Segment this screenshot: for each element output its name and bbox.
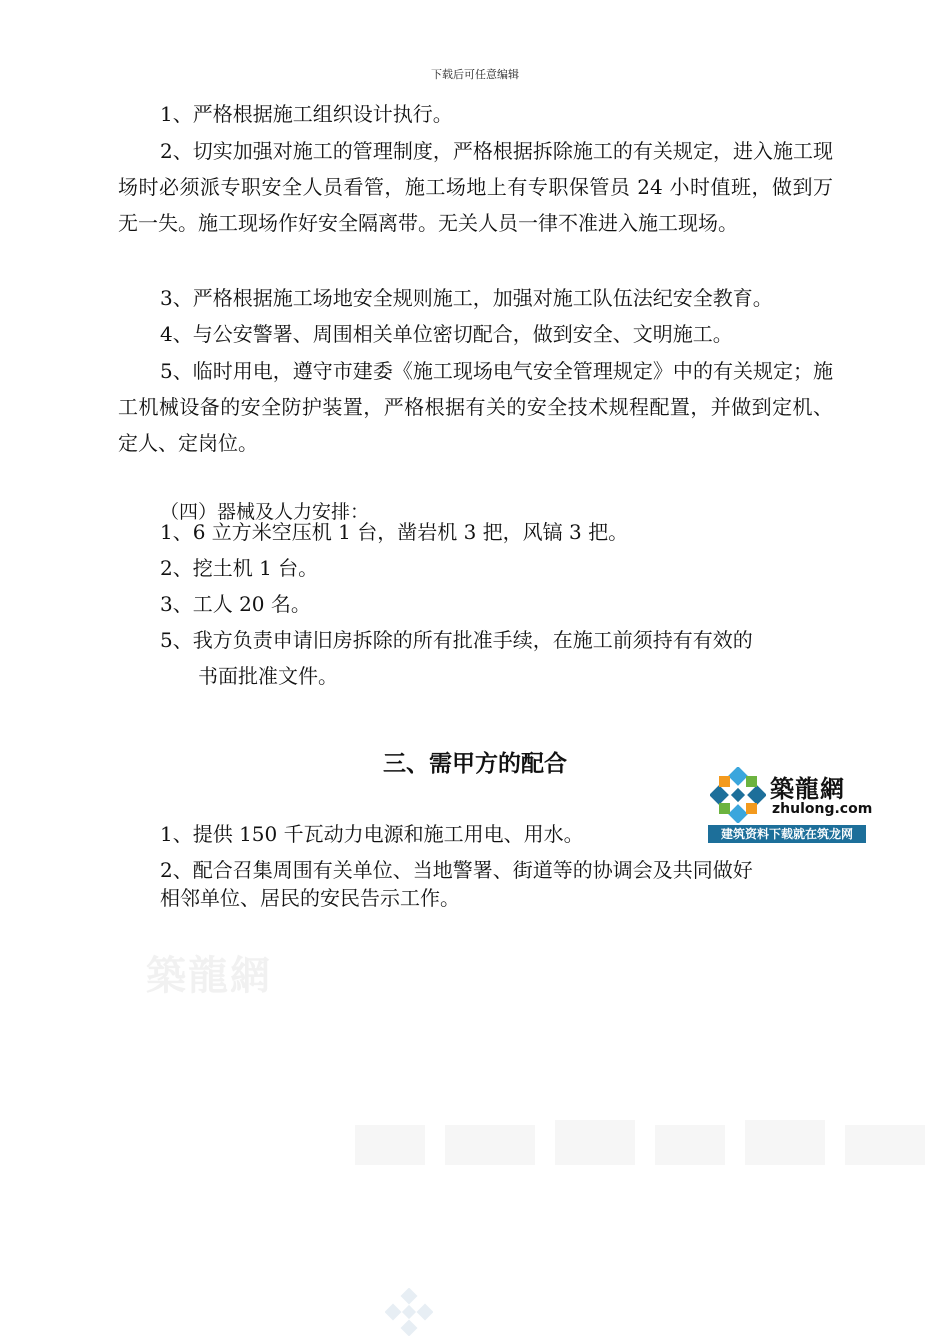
cooperation-item-2-line1: 2、配合召集周围有关单位、当地警署、街道等的协调会及共同做好 xyxy=(160,858,753,882)
equipment-item-3: 3、工人 20 名。 xyxy=(160,592,311,616)
logo-name: 築龍網 xyxy=(770,774,845,803)
cooperation-item-1: 1、提供 150 千瓦动力电源和施工用电、用水。 xyxy=(160,822,584,846)
logo-slogan: 建筑资料下载就在筑龙网 xyxy=(708,825,866,843)
equipment-item-5-line1: 5、我方负责申请旧房拆除的所有批准手续，在施工前须持有有效的 xyxy=(160,628,753,652)
safety-item-2: 2、切实加强对施工的管理制度，严格根据拆除施工的有关规定，进入施工现场时必须派专职安全人员看管，施工场地上有专职保管员 24 小时值班，做到万无一失。施工现场作好安全隔离带。无关人员一律不准进入施工现场。 xyxy=(118,139,833,235)
watermark-banner xyxy=(345,1115,945,1175)
equipment-item-5-line2: 书面批准文件。 xyxy=(198,664,338,688)
watermark-logo-icon xyxy=(385,1288,433,1336)
equipment-item-2: 2、挖土机 1 台。 xyxy=(160,556,319,580)
cooperation-item-2-line2: 相邻单位、居民的安民告示工作。 xyxy=(160,886,460,910)
zhulong-logo-icon xyxy=(710,767,766,823)
section-heading: 三、需甲方的配合 xyxy=(383,751,567,777)
logo-domain: zhulong.com xyxy=(772,801,873,817)
safety-item-4: 4、与公安警署、周围相关单位密切配合，做到安全、文明施工。 xyxy=(160,322,733,346)
page-header: 下载后可任意编辑 xyxy=(431,68,519,81)
equipment-item-1: 1、6 立方米空压机 1 台，凿岩机 3 把，风镐 3 把。 xyxy=(160,520,629,544)
watermark-text: 築龍網 xyxy=(146,952,272,999)
safety-item-1: 1、严格根据施工组织设计执行。 xyxy=(160,102,453,126)
equipment-title: （四）器械及人力安排： xyxy=(160,501,370,523)
safety-item-3: 3、严格根据施工场地安全规则施工，加强对施工队伍法纪安全教育。 xyxy=(160,286,773,310)
safety-item-5: 5、临时用电，遵守市建委《施工现场电气安全管理规定》中的有关规定；施工机械设备的安全防护装置，严格根据有关的安全技术规程配置，并做到定机、定人、定岗位。 xyxy=(118,359,833,455)
zhulong-logo xyxy=(708,765,873,843)
